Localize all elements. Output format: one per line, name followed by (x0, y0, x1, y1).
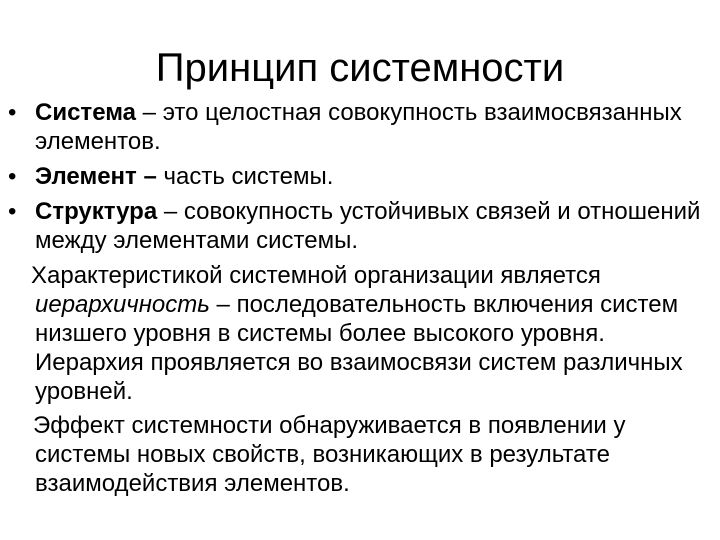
bullet-icon: • (8, 198, 17, 225)
slide-content (8, 98, 714, 498)
definition-system: – это целостная совокупность взаимосвязанных элементов. (35, 99, 682, 155)
paragraph-systemic-effect-text: Эффект системности обнаруживается в появлении у системы новых свойств, возникающих в результате взаимодействия элементов. (33, 412, 626, 497)
term-element: Элемент – (35, 163, 157, 190)
term-structure: Структура (35, 198, 158, 225)
paragraph-hierarchy-emphasis: иерархичность (35, 291, 210, 318)
definition-structure: – совокупность устойчивых связей и отношений между элементами системы. (35, 198, 701, 254)
term-system: Система (35, 99, 137, 126)
bullet-item-system (8, 98, 714, 156)
paragraph-hierarchy (8, 261, 714, 406)
paragraph-hierarchy-lead: Характеристикой системной организации является (31, 262, 601, 289)
bullet-item-structure (8, 197, 714, 255)
bullet-icon: • (8, 163, 17, 190)
bullet-item-element (8, 162, 714, 191)
paragraph-systemic-effect (8, 411, 714, 498)
slide-title: Принцип системности (155, 46, 565, 90)
definition-element: часть системы. (156, 163, 334, 190)
bullet-icon: • (8, 99, 17, 126)
paragraph-hierarchy-rest: – последовательность включения систем низшего уровня в системы более высокого уровня. Иерархия проявляется во взаимосвязи систем различных уровней. (35, 291, 683, 405)
